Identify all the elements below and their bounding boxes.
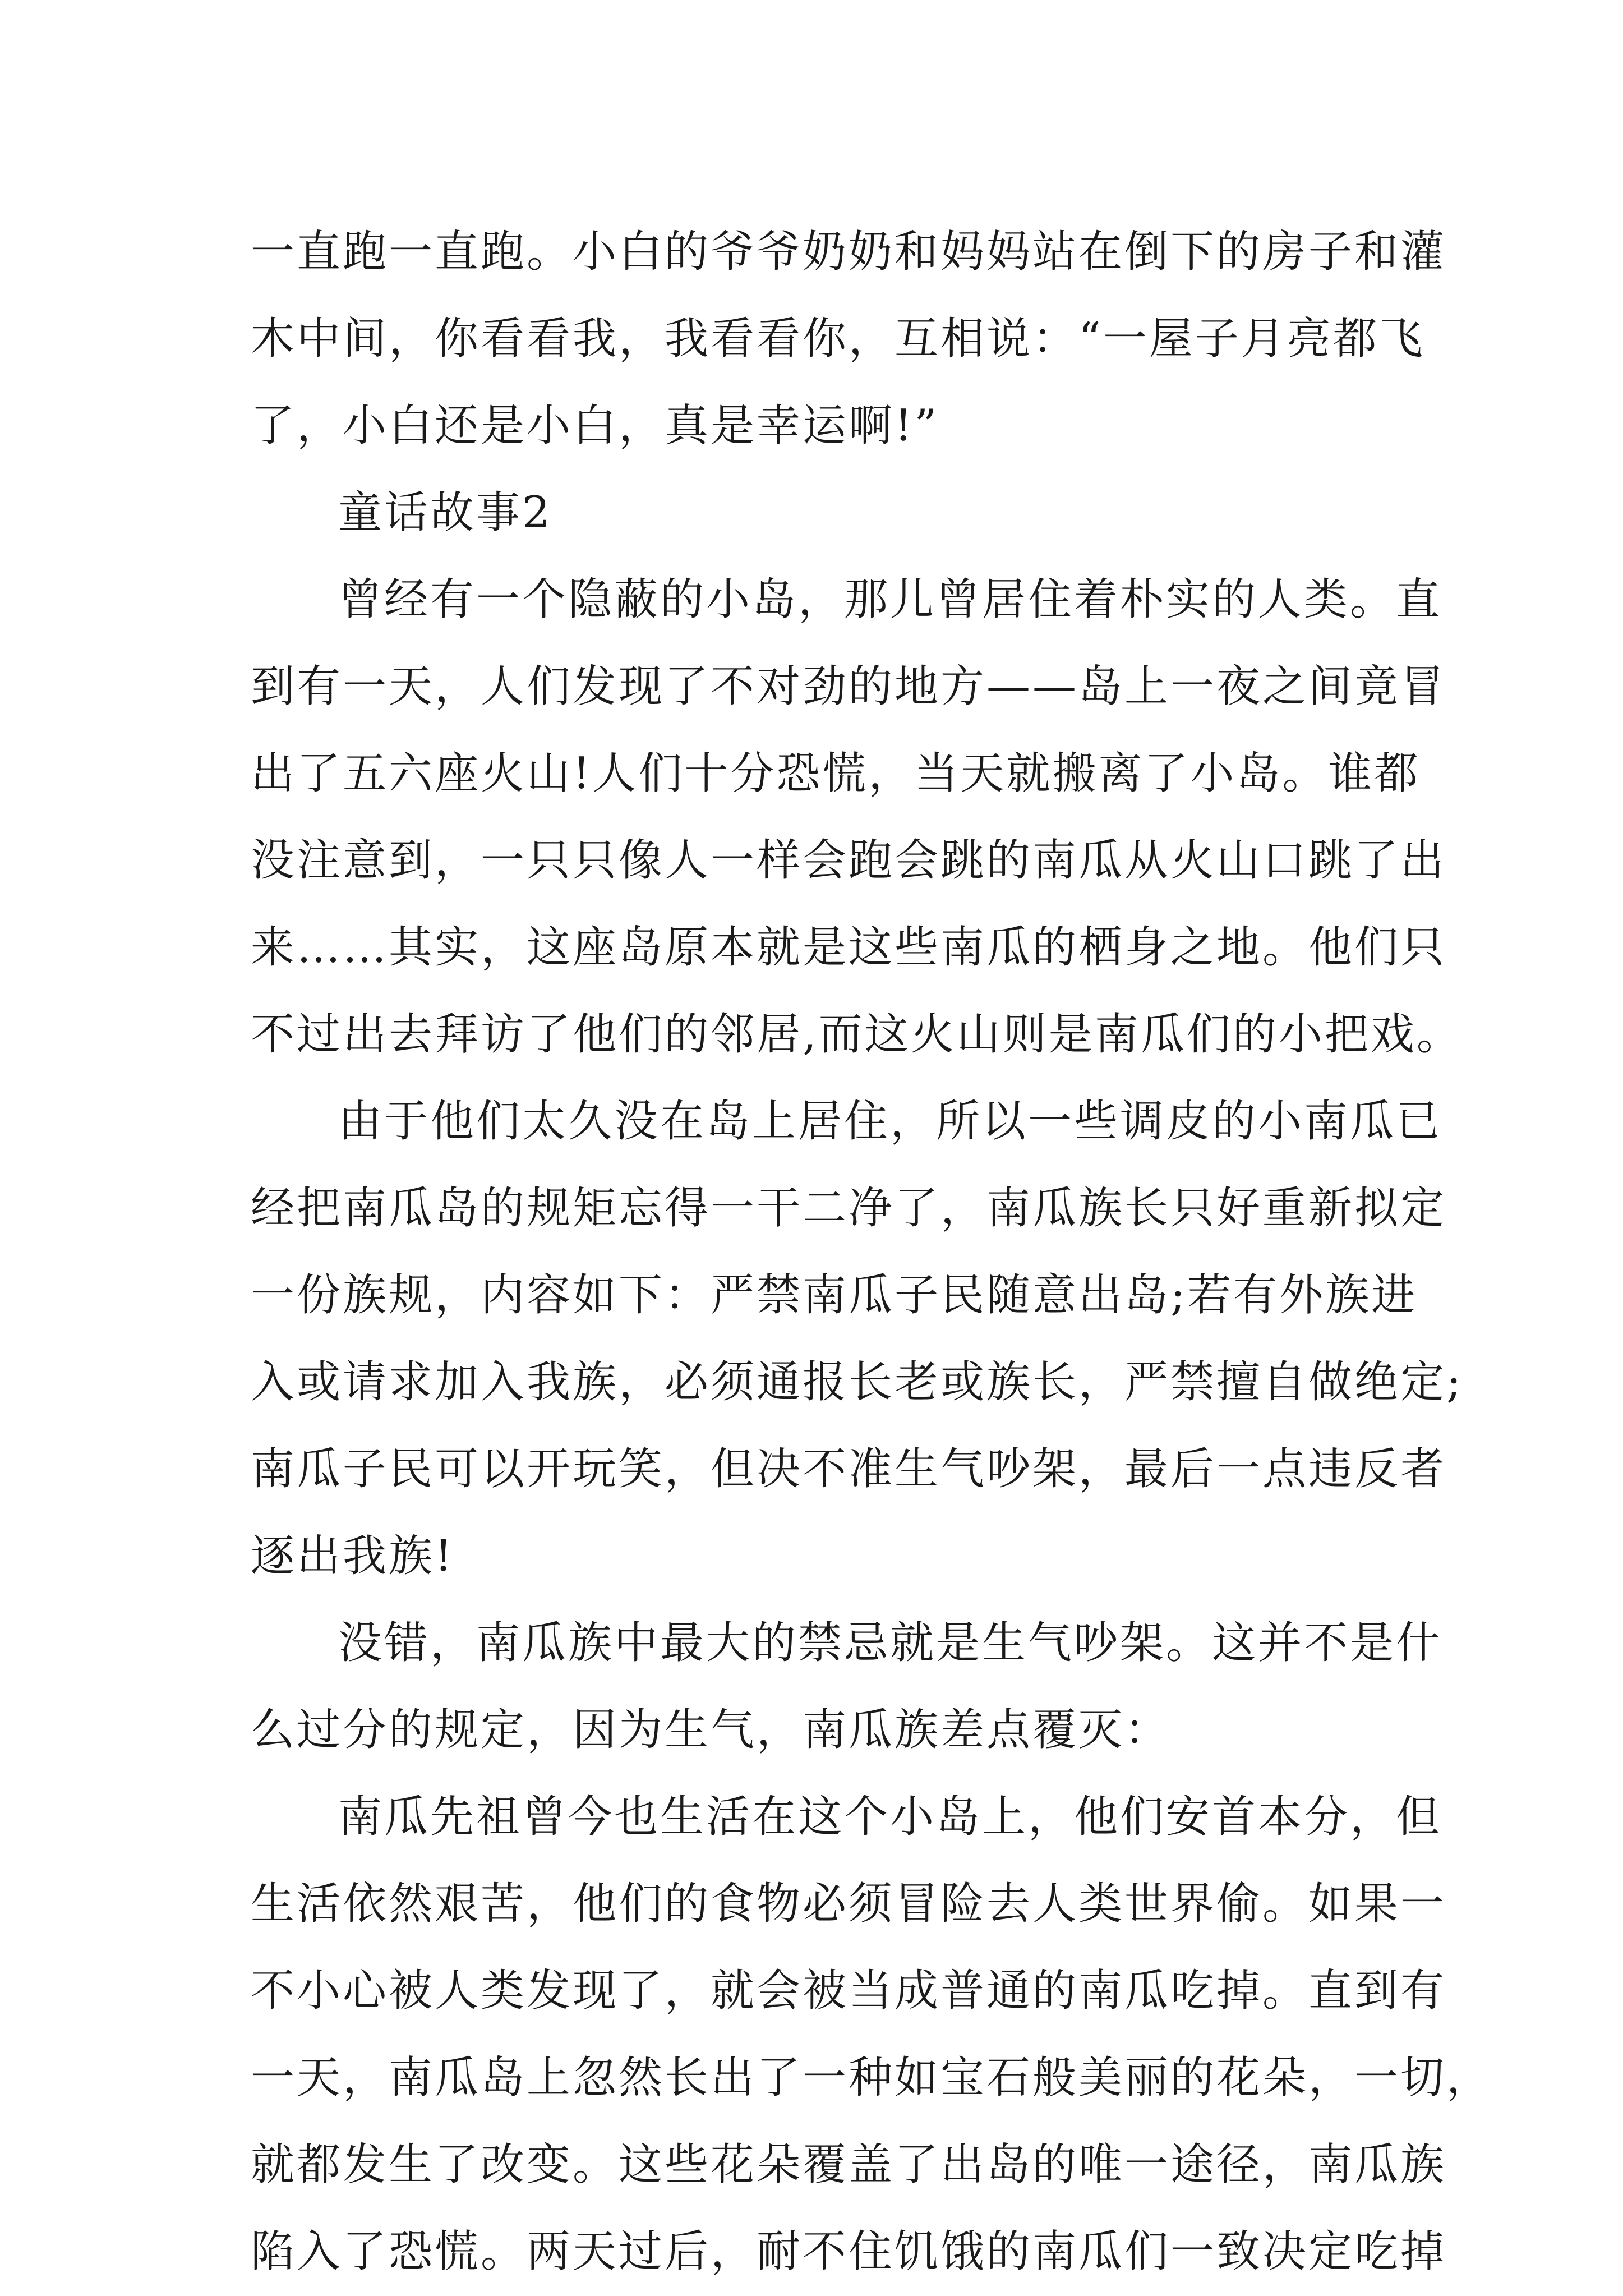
text-line: 不小心被人类发现了，就会被当成普通的南瓜吃掉。直到有 <box>251 1966 1447 2016</box>
text-line: 逐出我族! <box>251 1531 455 1581</box>
text-line: 就都发生了改变。这些花朵覆盖了出岛的唯一途径，南瓜族 <box>251 2139 1447 2190</box>
text-line: 一直跑一直跑。小白的爷爷奶奶和妈妈站在倒下的房子和灌 <box>251 227 1447 277</box>
text-line: 不过出去拜访了他们的邻居,而这火山则是南瓜们的小把戏。 <box>251 1009 1463 1060</box>
text-line: 南瓜先祖曾今也生活在这个小岛上，他们安首本分，但 <box>338 1792 1442 1842</box>
text-line: 来……其实，这座岛原本就是这些南瓜的栖身之地。他们只 <box>251 922 1447 973</box>
text-line: 南瓜子民可以开玩笑，但决不准生气吵架，最后一点违反者 <box>251 1444 1447 1494</box>
text-line: 没注意到，一只只像人一样会跑会跳的南瓜从火山口跳了出 <box>251 835 1447 886</box>
section-heading: 童话故事2 <box>338 487 552 538</box>
text-line: 一份族规，内容如下：严禁南瓜子民随意出岛;若有外族进 <box>251 1270 1418 1320</box>
document-body <box>251 209 1493 2295</box>
text-line: 经把南瓜岛的规矩忘得一干二净了，南瓜族长只好重新拟定 <box>251 1183 1447 1234</box>
text-line: 由于他们太久没在岛上居住，所以一些调皮的小南瓜已 <box>338 1096 1442 1147</box>
text-line: 没错，南瓜族中最大的禁忌就是生气吵架。这并不是什 <box>338 1618 1442 1668</box>
text-line: 生活依然艰苦，他们的食物必须冒险去人类世界偷。如果一 <box>251 1879 1447 1929</box>
text-line: 出了五六座火山!人们十分恐慌，当天就搬离了小岛。谁都 <box>251 748 1421 799</box>
text-line: 么过分的规定，因为生气，南瓜族差点覆灭： <box>251 1705 1171 1755</box>
text-line: 入或请求加入我族，必须通报长老或族长，严禁擅自做绝定; <box>251 1357 1464 1407</box>
text-line: 木中间，你看看我，我看看你，互相说：“一屋子月亮都飞 <box>251 314 1425 364</box>
text-line: 曾经有一个隐蔽的小岛，那儿曾居住着朴实的人类。直 <box>338 574 1442 625</box>
text-line: 陷入了恐慌。两天过后，耐不住饥饿的南瓜们一致决定吃掉 <box>251 2226 1447 2277</box>
text-line: 到有一天，人们发现了不对劲的地方——岛上一夜之间竟冒 <box>251 661 1447 712</box>
text-line: 一天，南瓜岛上忽然长出了一种如宝石般美丽的花朵，一切， <box>251 2053 1493 2103</box>
text-line: 了，小白还是小白，真是幸运啊!” <box>251 401 939 451</box>
